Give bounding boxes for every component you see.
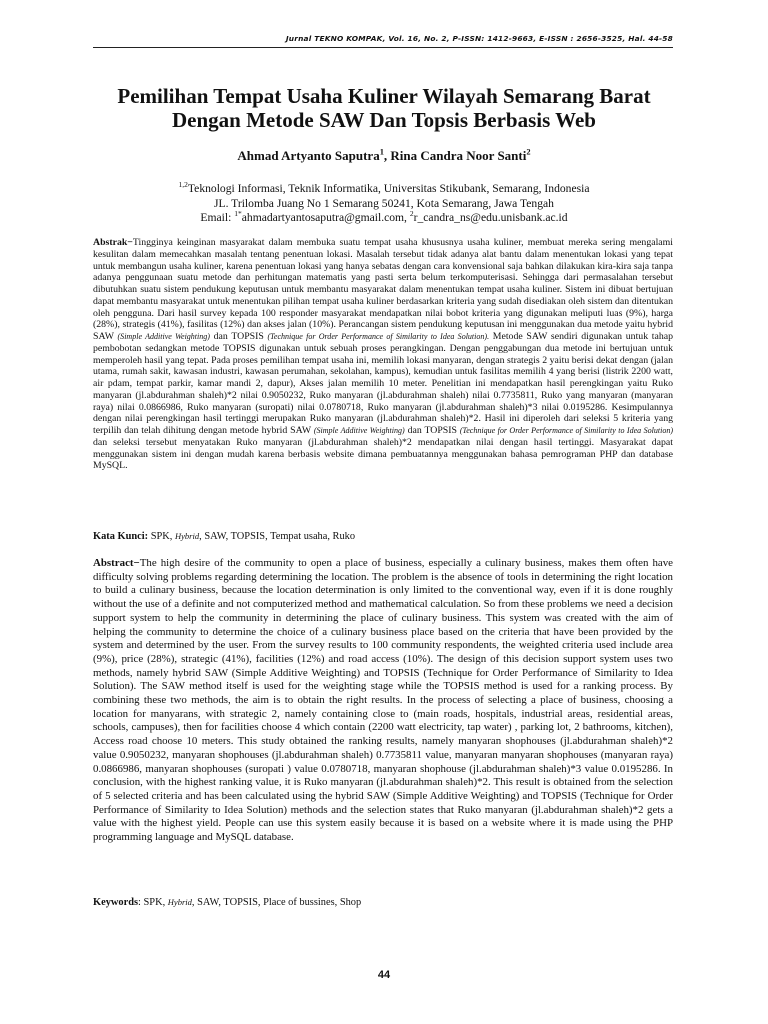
affiliation-institution: Teknologi Informasi, Teknik Informatika, Universitas Stikubank, Semarang, Indonesia xyxy=(187,182,590,195)
abstrak-dash: − xyxy=(127,237,133,248)
abstract-paragraph xyxy=(93,557,673,845)
abstract-text: The high desire of the community to open a place of business, especially a culinary business, makes them often have difficulty solving problems regarding determining the location. The problem is the absence of tools in determining the right location to build a culinary business, because the location determination is only limited to the conventional way, even if it is done roughly without the use of a definite and not computerized method and mathematical calculation. So from these problems we need a decision support system to help the community in determining the place of culinary business. This system was created with the aim of helping the community to determine the choice of a culinary business place based on the criteria that have been provided by the system and determined by the user. From the survey results to 100 community respondents, the weighted criteria used include area (9%), price (28%), strategic (41%), facilities (12%) and road access (10%). The design of this decision support system uses two methods, namely hybrid SAW (Simple Additive Weighting) and TOPSIS (Technique for Order Performance of Similarity to Idea Solution). The SAW method itself is used for the weighting stage while the TOPSIS method is used for a ranking process. By combining these two methods, the aim is to obtain the right results. In the process of selecting a place of business, choosing a location for manyarans, with strategic 2, namely containing close to (main roads, hospitals, industrial areas, residential areas, schools, campuses), then for facilities choose 4 which contain (2200 watt electricity, tap water) , parking lot, 2 bathrooms, kitchen), Access road choose 10 meters. This study obtained the ranking results, namely manyaran shophouses (jl.abdurahman shaleh)*2 value 0.9050232, manyaran shophouses (jl.abdurahman shaleh) 0.7735811 value, manyaran manyaran shophouses (manyaran raya) 0.0866986, manyaran shophouses (suropati ) value 0.0780718, manyaran shophouse (jl.abdurahman shaleh)*3 value 0.0195286. In conclusion, with the highest ranking value, it is Ruko manyaran (jl.abdurahman shaleh)*2. This result is obtained from the selection of 5 selected criteria and has been calculated using the hybrid SAW (Simple Additive Weighting) and TOPSIS (Technique for Order Performance of Similarity to Idea Solution) methods and the selection states that Ruko manyaran (jl.abdurahman shaleh)*2 gets a value with the highest yield. People can use this system easily because it is based on a website where it is made using the PHP programming language and MySQL database. xyxy=(93,557,673,844)
kata-kunci-italic: Hybrid xyxy=(175,531,200,541)
keywords-text: , SAW, TOPSIS, Place of bussines, Shop xyxy=(191,897,362,908)
kata-kunci-label: Kata Kunci: xyxy=(93,531,149,542)
journal-info: Jurnal TEKNO KOMPAK, Vol. 16, No. 2, P-ISSN: 1412-9663, E-ISSN : 2656-3525, Hal. 44-58 xyxy=(285,34,673,43)
abstrak-paragraph xyxy=(93,237,673,472)
journal-header xyxy=(93,34,673,48)
author-name: Ahmad Artyanto Saputra xyxy=(237,148,380,163)
author-separator: , xyxy=(383,148,391,163)
abstrak-label: Abstrak xyxy=(93,237,128,248)
abstrak-text: dan TOPSIS xyxy=(404,425,460,436)
author-list xyxy=(60,148,708,164)
email-superscript: 2 xyxy=(409,209,414,219)
abstrak-text: Tingginya keinginan masyarakat dalam membuka suatu tempat usaha khususnya usaha kuliner, membuat mereka sering mengalami kesulitan dalam memecahkan masalah tentang penentuan lokasi. Masalah tersebut tidak adanya alat bantu dalam menentukan lokasi yang tepat untuk membangun usaha kuliner, karena penentuan lokasi yang hanya sebatas dengan cara konvensional saja bahkan dilakukan kira-kira saja tanpa adanya penggunaan suatu metode dan perhitungan matematis yang pasti serta belum terkomputerisasi. Sehingga dari permasalahan tersebut dibutuhkan suatu sistem pendukung keputusan untuk membantu masyarakat dalam menentukan tempat usaha kuliner. Sistem ini dibuat bertujuan dapat membantu masyarakat untuk menentukan pilihan tempat usaha kuliner berdasarkan kriteria yang sudah disediakan oleh sistem dan ditentukan oleh pengguna. Dari hasil survey kepada 100 responder masyarakat mendapatkan nilai bobot kriteria yang digunakan meliputi luas (9%), harga (28%), strategis (41%), fasilitas (12%) dan akses jalan (10%). Perancangan sistem pendukung keputusan ini menggunakan dua metode yaitu hybrid SAW xyxy=(93,237,673,342)
kata-kunci-text: SPK, xyxy=(148,531,175,542)
email-label: Email: xyxy=(200,211,235,224)
affiliation-line xyxy=(60,182,708,197)
abstract-dash: − xyxy=(133,557,140,569)
title-line-2: Dengan Metode SAW Dan Topsis Berbasis Web xyxy=(172,108,596,132)
author-superscript: 2 xyxy=(526,146,531,157)
keywords xyxy=(93,897,673,908)
abstract-label: Abstract xyxy=(93,557,134,569)
page-number: 44 xyxy=(377,969,391,981)
keywords-text: : SPK, xyxy=(138,897,168,908)
abstrak-italic-term: (Simple Additive Weighting) xyxy=(313,426,405,435)
title-line-1: Pemilihan Tempat Usaha Kuliner Wilayah Semarang Barat xyxy=(117,84,651,108)
abstrak-text: dan TOPSIS xyxy=(209,331,268,342)
email-address-2: r_candra_ns@edu.unisbank.ac.id xyxy=(413,211,568,224)
paper-title xyxy=(60,84,708,132)
abstrak-text: Metode SAW sendiri digunakan untuk tahap pembobotan sedangkan metode TOPSIS digunakan untuk sebuah proses perangkingan. Dengan penggabungan dua metode ini bertujuan untuk memperoleh hasil yang tepat. Pada proses pemilihan tempat usaha ini, memilih lokasi manyaran, dengan strategis 2 yaitu berisi dekat dengan (jalan utama, rumah sakit, kawasan industri, kawasan perumahan, sekolahan, kampus), kemudian untuk fasilitas memilih 4 yang berisi (listrik 2200 watt, air pdam, tempat parkir, kamar mandi 2, dapur), Akses jalan memilih 10 meter. Penelitian ini mendapatkan hasil perengkingan yaitu Ruko manyaran (jl.abdurahman shaleh)*2 nilai 0.9050232, Ruko manyaran (jl.abdurahman shaleh) nilai 0.7735811, Ruko yang manyaran (manyaran raya) nilai 0.0866986, Ruko manyaran (suropati) nilai 0.0780718, Ruko manyaran (jl.abdurahman shaleh)*3 nilai 0.0195286. Kesimpulannya dengan nilai perengkingan hasil tertinggi merupakan Ruko manyaran (jl.abdurahman shaleh)*2. Hasil ini diperoleh dari seleksi 5 kriteria yang terpilih dan telah dihitung dengan metode hybrid SAW xyxy=(93,331,674,436)
abstrak-italic-term: (Technique for Order Performance of Similarity to Idea Solution) xyxy=(459,426,674,435)
affiliation-email-line xyxy=(60,211,708,226)
affiliation-address: JL. Trilomba Juang No 1 Semarang 50241, Kota Semarang, Jawa Tengah xyxy=(214,196,554,210)
kata-kunci xyxy=(93,531,673,542)
keywords-label: Keywords xyxy=(93,897,139,908)
email-superscript: 1* xyxy=(234,209,242,219)
author-superscript: 1 xyxy=(379,146,384,157)
email-address-1: ahmadartyantosaputra@gmail.com, xyxy=(241,211,410,224)
abstrak-italic-term: (Technique for Order Performance of Similarity to Idea Solution). xyxy=(267,332,490,341)
affiliation-block xyxy=(60,182,708,226)
abstrak-text: dan seleksi tersebut menyatakan Ruko manyaran (jl.abdurahman shaleh)*2 mendapatkan nilai dengan hasil tertinggi. Masyarakat dapat menggunakan sistem ini dengan mudah karena berbasis website dimana pembuatannya menggunakan bahasa pemrograman PHP dan database MySQL. xyxy=(93,436,673,472)
keywords-italic: Hybrid xyxy=(167,897,192,907)
abstrak-italic-term: (Simple Additive Weighting) xyxy=(117,332,210,341)
kata-kunci-text: , SAW, TOPSIS, Tempat usaha, Ruko xyxy=(199,531,356,542)
author-name: Rina Candra Noor Santi xyxy=(390,148,527,163)
affiliation-superscript: 1,2 xyxy=(178,180,188,190)
